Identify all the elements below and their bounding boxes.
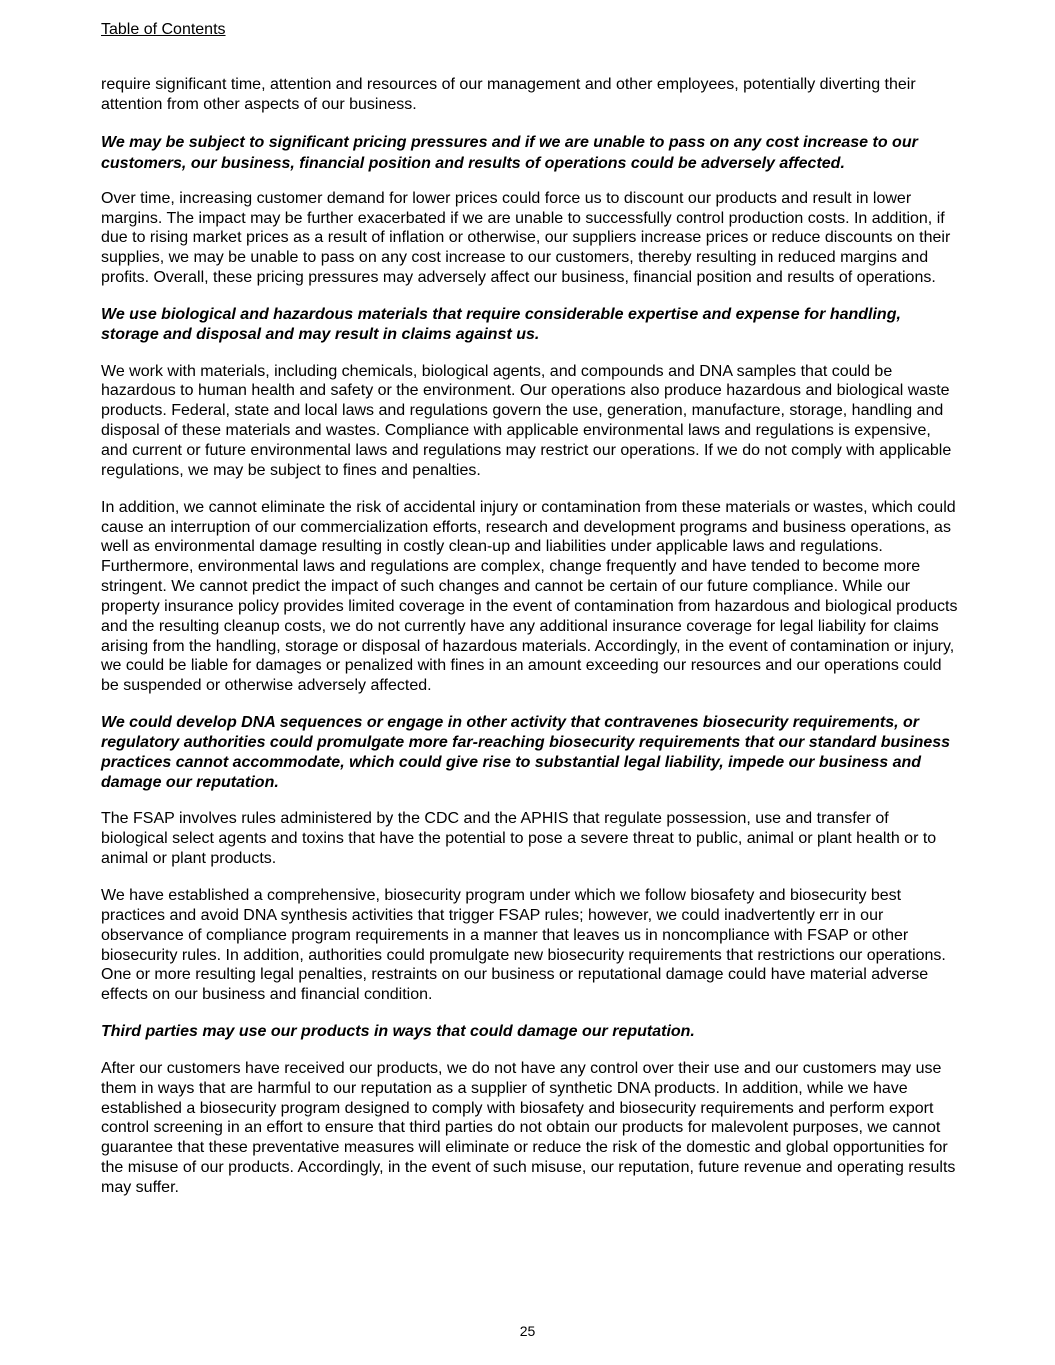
document-body [101, 75, 959, 1215]
table-of-contents-link[interactable]: Table of Contents [101, 21, 226, 38]
risk-heading: We may be subject to significant pricing pressures and if we are unable to pass on any cost increase to our customers, our business, financial position and results of operations could be adversely affected. [101, 133, 918, 173]
paragraph: require significant time, attention and resources of our management and other employees, potentially diverting their attention from other aspects of our business. [101, 76, 916, 113]
paragraph: We work with materials, including chemicals, biological agents, and compounds and DNA samples that could be hazardous to human health and safety or the environment. Our operations also produce hazardous and biological waste products. Federal, state and local laws and regulations govern the use, generation, manufacture, storage, handling and disposal of these materials and wastes. Compliance with applicable environmental laws and regulations is expensive, and current or future environmental laws and regulations may restrict our operations. If we do not comply with applicable regulations, we may be subject to fines and penalties. [101, 362, 952, 479]
paragraph: Over time, increasing customer demand for lower prices could force us to discount our products and result in lower margins. The impact may be further exacerbated if we are unable to successfully control production costs. In addition, if due to rising market prices as a result of inflation or otherwise, our suppliers increase prices or reduce discounts on their supplies, we may be unable to pass on any cost increase to our customers, thereby resulting in reduced margins and profits. Overall, these pricing pressures may adversely affect our business, financial position and results of operations. [101, 189, 951, 287]
risk-heading: We use biological and hazardous materials that require considerable expertise and expense for handling, storage and disposal and may result in claims against us. [101, 305, 901, 343]
paragraph: After our customers have received our products, we do not have any control over their use and our customers may use them in ways that are harmful to our reputation as a supplier of synthetic DNA products. In addition, while we have established a biosecurity program designed to comply with biosafety and biosecurity requirements and perform export control screening in an effort to ensure that third parties do not obtain our products for malevolent purposes, we cannot guarantee that these preventative measures will eliminate or reduce the risk of the domestic and global opportunities for the misuse of our products. Accordingly, in the event of such misuse, our reputation, future revenue and operating results may suffer. [101, 1059, 956, 1196]
paragraph: In addition, we cannot eliminate the risk of accidental injury or contamination from these materials or wastes, which could cause an interruption of our commercialization efforts, research and development programs and business operations, as well as environmental damage resulting in costly clean-up and liabilities under applicable laws and regulations. Furthermore, environmental laws and regulations are complex, change frequently and have tended to become more stringent. We cannot predict the impact of such changes and cannot be certain of our future compliance. While our property insurance policy provides limited coverage in the event of contamination from hazardous and biological products and the resulting cleanup costs, we do not currently have any additional insurance coverage for legal liability for claims arising from the handling, storage or disposal of hazardous materials. Accordingly, in the event of contamination or injury, we could be liable for damages or penalized with fines in an amount exceeding our resources and our operations could be suspended or otherwise adversely affected. [101, 498, 958, 695]
risk-heading: Third parties may use our products in ways that could damage our reputation. [101, 1023, 695, 1041]
paragraph: We have established a comprehensive, biosecurity program under which we follow biosafety and biosecurity best practices and avoid DNA synthesis activities that trigger FSAP rules; however, we could inadvertently err in our observance of compliance program requirements in a manner that leaves us in noncompliance with FSAP or other biosecurity rules. In addition, authorities could promulgate new biosecurity requirements that restrictions our operations. One or more resulting legal penalties, restraints on our business or reputational damage could have material adverse effects on our business and financial condition. [101, 887, 946, 1004]
page-number: 25 [519, 1323, 536, 1339]
risk-heading: We could develop DNA sequences or engage in other activity that contravenes biosecurity requirements, or regulatory authorities could promulgate more far-reaching biosecurity requirements that our standard business practices cannot accommodate, which could give rise to substantial legal liability, impede our business and damage our reputation. [101, 714, 951, 791]
paragraph: The FSAP involves rules administered by the CDC and the APHIS that regulate possession, use and transfer of biological select agents and toxins that have the potential to pose a severe threat to public, animal or plant health or to animal or plant products. [101, 810, 937, 868]
